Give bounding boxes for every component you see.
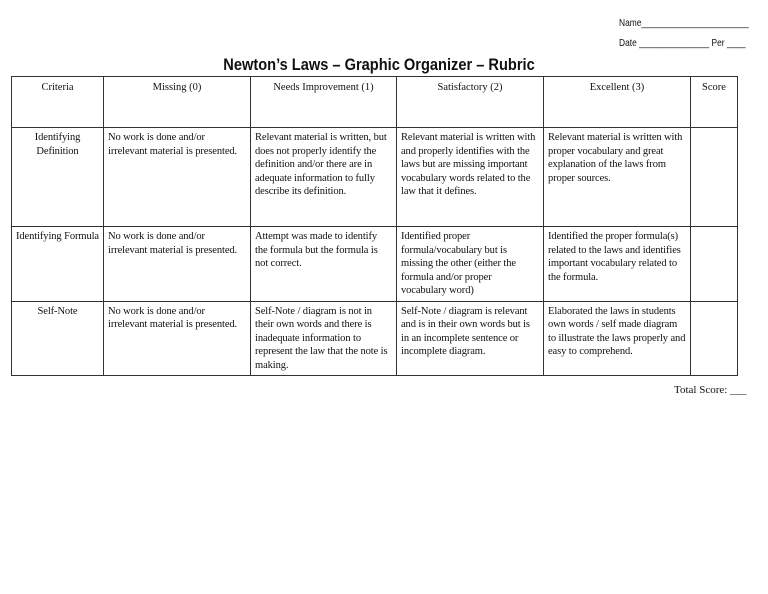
needs-improvement-cell: Relevant material is written, but does not properly identify the definition and/or there are in adequate information to fully describe its definition. [251,128,397,227]
satisfactory-cell: Self-Note / diagram is relevant and is in their own words but is in an incomplete sentence or incomplete diagram. [397,301,544,376]
table-row [12,227,738,302]
excellent-cell: Identified the proper formula(s) related to the laws and identifies important vocabulary related to the formula. [544,227,691,302]
satisfactory-cell: Identified proper formula/vocabulary but is missing the other (either the formula and/or proper vocabulary word) [397,227,544,302]
missing-cell: No work is done and/or irrelevant material is presented. [104,227,251,302]
name-field-line: Name_______________________ [619,17,749,29]
column-header-missing: Missing (0) [104,77,251,128]
excellent-cell: Relevant material is written with proper vocabulary and great explanation of the laws from proper sources. [544,128,691,227]
criteria-cell: Identifying Definition [12,128,104,227]
needs-improvement-cell: Self-Note / diagram is not in their own words and there is inadequate information to represent the law that the note is making. [251,301,397,376]
score-cell[interactable] [691,128,738,227]
page-title: Newton’s Laws – Graphic Organizer – Rubric [223,55,535,74]
column-header-score: Score [691,77,738,128]
needs-improvement-cell: Attempt was made to identify the formula but the formula is not correct. [251,227,397,302]
satisfactory-cell: Relevant material is written with and properly identifies with the laws but are missing important vocabulary words related to the law that it defines. [397,128,544,227]
criteria-cell: Self-Note [12,301,104,376]
table-row [12,128,738,227]
column-header-needs-improvement: Needs Improvement (1) [251,77,397,128]
column-header-excellent: Excellent (3) [544,77,691,128]
score-cell[interactable] [691,301,738,376]
rubric-table [11,76,738,376]
date-period-field-line: Date _______________ Per ____ [619,37,746,49]
column-header-criteria: Criteria [12,77,104,128]
missing-cell: No work is done and/or irrelevant material is presented. [104,128,251,227]
score-cell[interactable] [691,227,738,302]
rubric-header-row [12,77,738,128]
total-score-line: Total Score: ___ [674,384,747,396]
column-header-satisfactory: Satisfactory (2) [397,77,544,128]
criteria-cell: Identifying Formula [12,227,104,302]
table-row [12,301,738,376]
excellent-cell: Elaborated the laws in students own words / self made diagram to illustrate the laws properly and easy to comprehend. [544,301,691,376]
missing-cell: No work is done and/or irrelevant material is presented. [104,301,251,376]
